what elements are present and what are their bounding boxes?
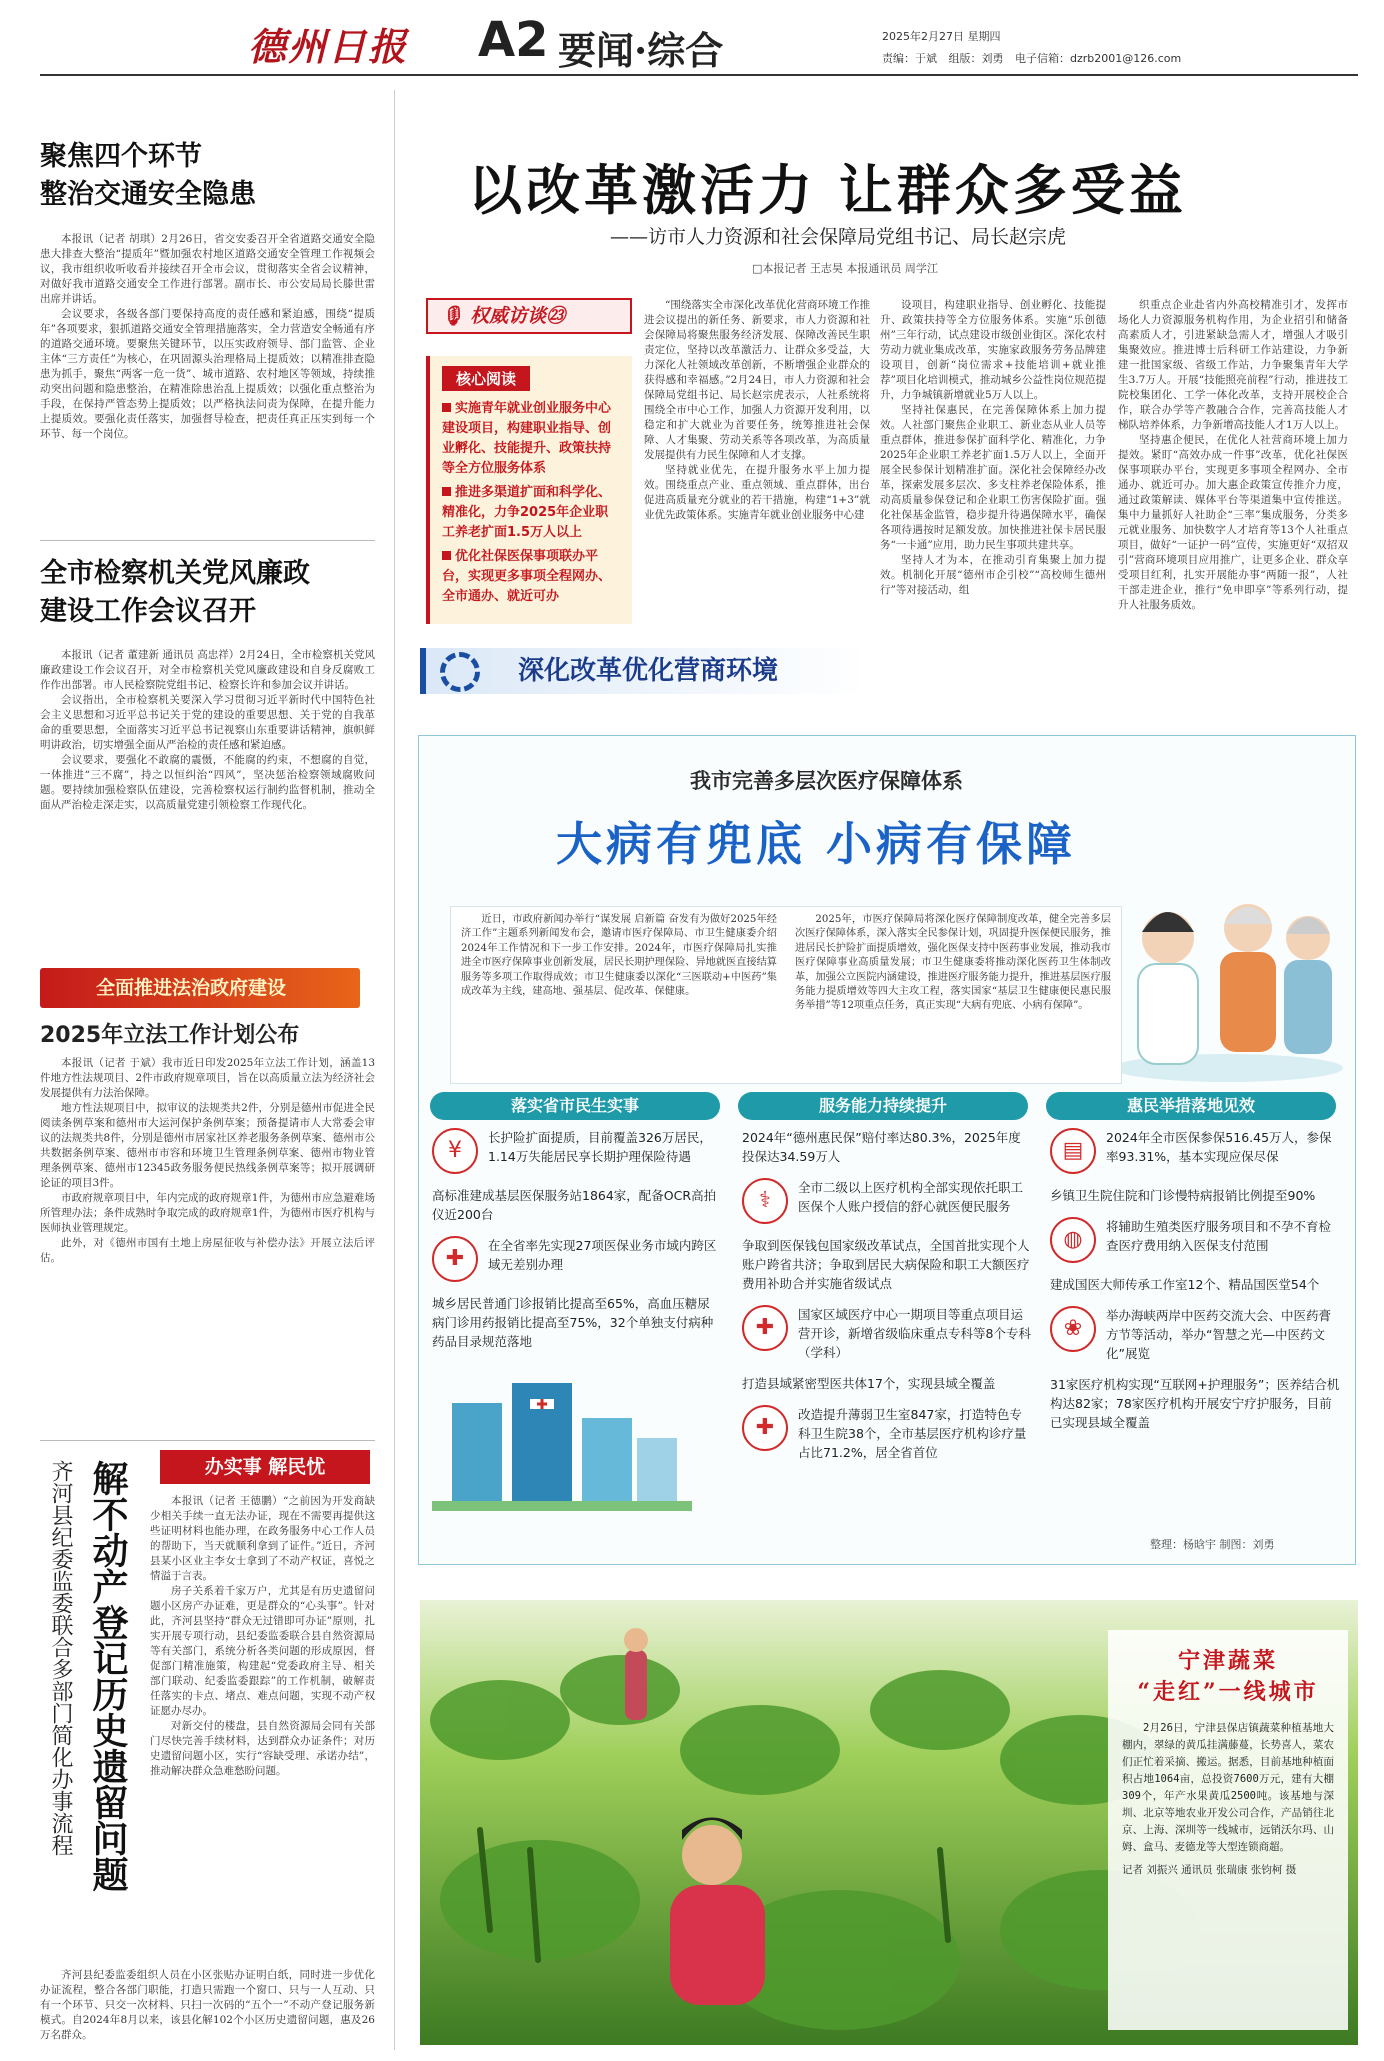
masthead-logo: 德州日报 bbox=[248, 24, 409, 69]
photo-subtitle: “走红”一线城市 bbox=[1137, 1679, 1319, 1705]
list-item bbox=[742, 1374, 1032, 1393]
list-item-text: 高标准建成基层医保服务站1864家，配备OCR高拍仪近200台 bbox=[432, 1188, 717, 1222]
editor: 责编：于斌 组版：刘勇 bbox=[882, 52, 1004, 65]
medical-column-3 bbox=[1050, 1128, 1340, 1444]
pills-icon: ◍ bbox=[1050, 1217, 1096, 1263]
divider bbox=[40, 540, 375, 541]
list-item-text: 城乡居民普通门诊报销比提高至65%，高血压糖尿病门诊用药报销比提高至75%，32个单独支付病种药品目录规范落地 bbox=[432, 1296, 714, 1349]
bullet-icon bbox=[442, 403, 451, 412]
page-number: A2 bbox=[478, 12, 549, 68]
paragraph: 本报讯（记者 王德鹏）“之前因为开发商缺少相关手续一直无法办证，现在不需要再提供这些证明材料也能办理，在政务服务中心工作人员的帮助下，当天就顺利拿到了证件。”近日，齐河县某小区业主李女士拿到了不动产权证，喜悦之情溢于言表。 bbox=[150, 1495, 375, 1582]
paragraph: 对新交付的楼盘，县自然资源局会同有关部门尽快完善手续材料，达到群众办证条件；对历史遗留问题小区，实行“容缺受理、承诺办结”，推动解决群众急难愁盼问题。 bbox=[150, 1720, 375, 1777]
bullet-icon bbox=[442, 551, 451, 560]
paragraph: 地方性法规项目中，拟审议的法规类共2件，分别是德州市促进全民阅读条例草案和德州市大运河保护条例草案；预备提请市人大常委会审议的法规类共8件，分别是德州市居家社区养老服务条例草案、德州市公共数据条例草案、德州市市容和环境卫生管理条例草案、德州市物业管理条例草案、德州市12345政务服务便民热线条例草案等；拟开展调研论证的项目3件。 bbox=[40, 1102, 375, 1189]
banner-law: 全面推进法治政府建设 bbox=[40, 968, 360, 1008]
paragraph: 会议要求，各级各部门要保持高度的责任感和紧迫感，围绕“提质年”各项要求，狠抓道路交通安全管理措施落实，全力营造安全畅通有序的道路交通环境。要聚焦关键环节，以压实政府领导、部门监管、企业主体“三方责任”为核心，在巩固源头治理格局上提质效；以精准排查隐患为抓手，聚焦“两客一危一货”、城市道路、农村地区等领域，持续推动突出问题和隐患整治，在精准除患治乱上提质效；以强化重点整治为手段，在保持严管态势上提质效；以严格执法问责为保障，在提升能力上提质效。要强化责任落实，加强督导检查，把责任真正压实到每一个环节、每一个岗位。 bbox=[40, 308, 375, 440]
article1-body bbox=[40, 232, 375, 442]
paragraph: 坚持惠企便民，在优化人社营商环境上加力提效。紧盯“高效办成一件事”改革，优化社保医保事项联办平台，实现更多事项全程网办、全市通办、就近可办。加大惠企政策宣传推介力度，通过政策解读、媒体平台等渠道集中宣传推送。集中力量抓好人社助企“三率”集成服务，分类多元就业服务、加快数字人才培育等13个人社重点项目，做好“一证护一码”宣传，实施更好“双招双引”营商环境项目应用推广，让更多企业、群众享受项目红利，扎实开展能办事“两随一报”，人社干部走进企业，推行“免申即享”等系列行动，提升人社服务质效。 bbox=[1118, 434, 1348, 611]
gear-icon bbox=[440, 652, 480, 692]
list-item-text: 建成国医大师传承工作室12个、精品国医堂54个 bbox=[1050, 1277, 1320, 1292]
article1-title: 聚焦四个环节 整治交通安全隐患 bbox=[40, 141, 256, 210]
interview-badge bbox=[426, 298, 632, 334]
medical-credit: 整理：杨晗宇 制图：刘勇 bbox=[1150, 1538, 1275, 1551]
paragraph: 会议指出，全市检察机关要深入学习贯彻习近平新时代中国特色社会主义思想和习近平总书记关于党的建设的重要思想、关于党的自我革命的重要思想，全面落实习近平总书记视察山东重要讲话精神，旗帜鲜明讲政治，切实增强全面从严治检的责任感和紧迫感。 bbox=[40, 694, 375, 751]
list-item bbox=[742, 1405, 1032, 1462]
list-item-text: 2024年全市医保参保516.45万人，参保率93.31%，基本实现应保尽保 bbox=[1106, 1130, 1332, 1164]
paragraph: 坚持社保惠民，在完善保障体系上加力提效。人社部门聚焦企业职工、新业态从业人员等重点群体，推进参保扩面科学化、精准化，力争2025年企业职工养老扩面1.5万人以上，全面开展全民参保计划精准扩面。深化社会保障经办改革，探索发展多层次、多支柱养老保险体系，推动高质量参保登记和企业职工伤害保险扩面。强化社保基金监管，稳步提升待遇保障水平，确保各项待遇按时足额发放。加快推进社保卡居民服务“一卡通”应用，助力民生事项共建共享。 bbox=[880, 404, 1106, 551]
list-item bbox=[1050, 1128, 1340, 1174]
paragraph: 设项目，构建职业指导、创业孵化、技能提升、政策扶持等全方位服务体系。实施“乐创德州”三年行动，试点建设市级创业街区。深化农村劳动力就业集成改革，实施家政服务劳务品牌建设项目，创新“岗位需求+技能培训+就业推荐”项目化培训模式，推动城乡公益性岗位规范提升，力争城镇新增就业5万人以上。 bbox=[880, 299, 1106, 401]
bullet-icon bbox=[442, 487, 451, 496]
list-item-text: 将辅助生殖类医疗服务项目和不孕不育检查医疗费用纳入医保支付范围 bbox=[1106, 1219, 1332, 1253]
list-item-text: 改造提升薄弱卫生室847家，打造特色专科卫生院38个，全市基层医疗机构诊疗量占比71.2%，居全省首位 bbox=[798, 1407, 1027, 1460]
key-reading-box bbox=[426, 356, 632, 624]
paragraph: 市政府规章项目中，年内完成的政府规章1件，为德州市应急避难场所管理办法；条件成熟时争取完成的政府规章1件，为德州市医疗机构与医师执业管理规定。 bbox=[40, 1192, 375, 1234]
paragraph: 齐河县纪委监委组织人员在小区张贴办证明白纸，同时进一步优化办证流程，整合各部门职能，打造只需跑一个窗口、只与一人互动、只有一个环节、只交一次材料、只扫一次码的“五个一”不动产登记服务新模式。自2024年8月以来，该县化解102个小区历史遗留问题，惠及26万名群众。 bbox=[40, 1969, 375, 2041]
clinic-icon: ✚ bbox=[742, 1405, 788, 1451]
paragraph: 会议要求，要强化不敢腐的震慑，不能腐的约束，不想腐的自觉，一体推进“三不腐”，持之以恒纠治“四风”，坚决惩治检察领域腐败问题。要持续加强检察队伍建设，完善检察权运行制约监督机制，推动全面从严治检走深走实，以高质量党建引领检察工作现代化。 bbox=[40, 754, 375, 811]
article4-vertical-title: 解不动产登记历史遗留问题 bbox=[87, 1460, 129, 1892]
email: 电子信箱：dzrb2001@126.com bbox=[1015, 52, 1182, 65]
list-item bbox=[742, 1178, 1032, 1224]
column-divider bbox=[394, 90, 395, 2050]
key-item bbox=[442, 399, 620, 479]
article3-title: 2025年立法工作计划公布 bbox=[40, 1023, 300, 1048]
list-item bbox=[1050, 1306, 1340, 1363]
list-item bbox=[1050, 1217, 1340, 1263]
list-item-text: 2024年“德州惠民保”赔付率达80.3%，2025年度投保达34.59万人 bbox=[742, 1130, 1021, 1164]
photo-title: 宁津蔬菜 bbox=[1177, 1648, 1278, 1674]
photo-credit: 记者 刘振兴 通讯员 张瑞康 张钧柯 摄 bbox=[1122, 1864, 1297, 1876]
interview-column-1 bbox=[644, 298, 870, 523]
key-item bbox=[442, 547, 620, 607]
list-item bbox=[1050, 1275, 1340, 1294]
list-item-text: 全市二级以上医疗机构全部实现依托职工医保个人账户授信的舒心就医便民服务 bbox=[798, 1180, 1024, 1214]
masthead-divider bbox=[40, 74, 1358, 76]
photo-caption: 2月26日，宁津县保店镇蔬菜种植基地大棚内，翠绿的黄瓜挂满藤蔓，长势喜人，菜农们正忙着采摘、搬运。据悉，目前基地种植面积占地1064亩，总投资7600万元，建有大棚309个，年产水果黄瓜2500吨。该基地与深圳、北京等地农业开发公司合作，产品销往北京、上海、深圳等一线城市，远销沃尔玛、山姆、盒马、麦德龙等大型连锁商超。 bbox=[1122, 1722, 1334, 1853]
list-item bbox=[742, 1128, 1032, 1166]
paragraph: 2025年，市医疗保障局将深化医疗保障制度改革，健全完善多层次医疗保障体系，深入落实全民参保计划，巩固提升医保便民服务，推进居民长护险扩面提质增效，强化医保支持中医药事业发展，推动我市医疗保障事业高质量发展；市卫生健康委将推动深化医药卫生体制改革，加强公立医院内涵建设，推进医疗服务能力提升，推进基层医疗服务能力提质增效等四大主攻工程，落实国家“基层卫生健康便民惠民服务举措”等12项重点任务，真正实现“大病有兜底、小病有保障”。 bbox=[795, 914, 1111, 1012]
list-item-text: 乡镇卫生院住院和门诊慢特病报销比例提至90% bbox=[1050, 1188, 1316, 1203]
list-item-text: 31家医疗机构实现“互联网+护理服务”；医养结合机构达82家；78家医疗机构开展安宁疗护服务，目前已实现县域全覆盖 bbox=[1050, 1377, 1340, 1430]
medical-column-1 bbox=[432, 1128, 722, 1517]
headline: 以改革激活力 让群众多受益 bbox=[468, 159, 1187, 222]
interview-column-3 bbox=[1118, 298, 1348, 613]
key-item bbox=[442, 483, 620, 543]
medical-column-2 bbox=[742, 1128, 1032, 1474]
subheadline: ——访市人力资源和社会保障局党组书记、局长赵宗虎 bbox=[610, 226, 1067, 248]
list-item-text: 争取到医保钱包国家级改革试点，全国首批实现个人账户跨省共济；争取到居民大病保险和职工大额医疗费用补助合并实施省级试点 bbox=[742, 1238, 1030, 1291]
paragraph: 此外，对《德州市国有土地上房屋征收与补偿办法》开展立法后评估。 bbox=[40, 1237, 375, 1264]
key-reading-title: 核心阅读 bbox=[442, 366, 530, 391]
paragraph: 近日，市政府新闻办举行“谋发展 启新篇 奋发有为做好2025年经济工作”主题系列新闻发布会，邀请市医疗保障局、市卫生健康委介绍2024年工作情况和下一步工作安排。2024年，市医疗保障局扎实推进全市医疗保障事业创新发展，居民长期护理保险、异地就医直接结算服务等多项工作取得成效；市卫生健康委以深化“三医联动+中医药”集成改革为主线，建高地、强基层、促改革、保健康。 bbox=[461, 914, 777, 998]
list-item-text: 举办海峡两岸中医药交流大会、中医药膏方节等活动，举办“智慧之光—中医药文化”展览 bbox=[1106, 1308, 1332, 1361]
list-item-text: 打造县域紧密型医共体17个，实现县域全覆盖 bbox=[742, 1376, 996, 1391]
paragraph: 本报讯（记者 胡琪）2月26日，省交安委召开全省道路交通安全隐患大排查大整治“提质年”暨加强农村地区道路交通安全管理工作视频会议，我市组织收听收看并接续召开全市会议，贯彻落实全省会议精神，对做好我市道路交通安全工作进行部署。副市长、市公安局局长滕世雷出席并讲话。 bbox=[40, 233, 375, 305]
microphone-icon: 🎙 bbox=[440, 305, 465, 327]
paragraph: 本报讯（记者 董建新 通讯员 高忠祥）2月24日，全市检察机关党风廉政建设工作会议召开，对全市检察机关党风廉政建设和自身反腐败工作作出部署。市人民检察院党组书记、检察长许和参加会议并讲话。 bbox=[40, 649, 375, 691]
divider bbox=[40, 1440, 375, 1441]
article4-vertical-subtitle: 齐河县纪委监委联合多部门简化办事流程 bbox=[48, 1460, 73, 1856]
herb-icon: ❀ bbox=[1050, 1306, 1096, 1352]
paragraph: 织重点企业赴省内外高校精准引才，发挥市场化人力资源服务机构作用，为企业招引和储备高素质人才，引进紧缺急需人才，增强人才吸引集聚效应。推进博士后科研工作站建设，力争新建一批国家级、省级工作站，力争聚集青年大学生3.7万人。开展“技能照亮前程”行动，推进技工院校集团化、工学一体化改革，支持开展校企合作，联合办学等产教融合合作，完善高技能人才梯队培养体系，力争新增高技能人才1万人以上。 bbox=[1118, 299, 1348, 431]
page-section: 要闻·综合 bbox=[558, 28, 724, 73]
paragraph: 坚持人才为本，在推动引育集聚上加力提效。机制化开展“德州市企引校”“高校师生德州行”等对接活动，组 bbox=[880, 554, 1106, 596]
list-item bbox=[1050, 1375, 1340, 1432]
masthead-meta bbox=[882, 50, 1181, 66]
list-item bbox=[742, 1305, 1032, 1362]
paragraph: 本报讯（记者 于斌）我市近日印发2025年立法工作计划，涵盖13件地方性法规项目、2件市政府规章项目，旨在以高质量立法为经济社会发展提供有力法治保障。 bbox=[40, 1057, 375, 1099]
paragraph: “围绕落实全市深化改革优化营商环境工作推进会议提出的新任务、新要求，市人力资源和社会保障局将聚焦服务经济发展、保障改善民生职责定位，坚持以改革激活力、让群众多受益，大力深化人社领域改革创新，不断增强企业群众的获得感和幸福感。”2月24日，市人力资源和社会保障局党组书记、局长赵宗虎表示，人社系统将围绕全市中心工作，加强人力资源开发利用，以稳定和扩大就业为首要任务，统筹推进社会保障、人才集聚、劳动关系等各项改革，为高质量发展提供有力民生保障和人才支撑。 bbox=[644, 299, 870, 461]
list-item-text: 在全省率先实现27项医保业务市域内跨区域无差别办理 bbox=[488, 1238, 717, 1272]
byline: □本报记者 王志昊 本报通讯员 周学江 bbox=[752, 262, 938, 275]
key-item-text: 优化社保医保事项联办平台，实现更多事项全程网办、全市通办、就近可办 bbox=[442, 549, 612, 604]
section-head-service: 服务能力持续提升 bbox=[738, 1092, 1028, 1120]
interview-badge-label: 权威访谈㉓ bbox=[470, 305, 566, 327]
medical-intro bbox=[450, 906, 1122, 1084]
list-item bbox=[1050, 1186, 1340, 1205]
paragraph: 坚持就业优先，在提升服务水平上加力提效。围绕重点产业、重点领域、重点群体，出台促进高质量充分就业的若干措施，构建“1+3”就业优先政策体系。实施青年就业创业服务中心建 bbox=[644, 464, 870, 521]
list-item bbox=[432, 1128, 722, 1174]
list-item-text: 长护险扩面提质，目前覆盖326万居民，1.14万失能居民享长期护理保险待遇 bbox=[488, 1130, 712, 1164]
section-head-benefits: 惠民举措落地见效 bbox=[1046, 1092, 1336, 1120]
photo-caption-box bbox=[1108, 1630, 1348, 2030]
hospital-icon: ✚ bbox=[432, 1236, 478, 1282]
article2-body bbox=[40, 648, 375, 813]
hand-money-icon: ¥ bbox=[432, 1128, 478, 1174]
first-aid-icon: ✚ bbox=[742, 1305, 788, 1351]
masthead-date: 2025年2月27日 星期四 bbox=[882, 30, 1001, 43]
interview-column-2 bbox=[880, 298, 1106, 598]
list-item bbox=[432, 1294, 722, 1351]
article4-body-continued bbox=[40, 1968, 375, 2043]
article3-body bbox=[40, 1056, 375, 1266]
banner-do-things: 办实事 解民忧 bbox=[160, 1450, 370, 1484]
medical-title: 大病有兜底 小病有保障 bbox=[556, 817, 1077, 871]
key-item-text: 推进多渠道扩面和科学化、精准化，力争2025年企业职工养老扩面1.5万人以上 bbox=[442, 485, 612, 540]
key-item-text: 实施青年就业创业服务中心建设项目，构建职业指导、创业孵化、技能提升、政策扶持等全方位服务体系 bbox=[442, 401, 612, 476]
paragraph: 房子关系着千家万户，尤其是有历史遗留问题小区房产办证难，更是群众的“心头事”。针对此，齐河县坚持“群众无过错即可办证”原则，扎实开展专项行动，县纪委监委联合县自然资源局等有关部门，系统分析各类问题的形成原因，督促部门精准施策，构建起“党委政府主导、相关部门联动、纪委监委跟踪”的工作机制，破解责任落实的卡点、堵点、难点问题，实现不动产权证愿办尽办。 bbox=[150, 1585, 375, 1717]
section-head-livelihood: 落实省市民生实事 bbox=[430, 1092, 720, 1120]
doctor-icon: ⚕ bbox=[742, 1178, 788, 1224]
list-item-text: 国家区域医疗中心一期项目等重点项目运营开诊，新增省级临床重点专科等8个专科（学科） bbox=[798, 1307, 1031, 1360]
list-item bbox=[742, 1236, 1032, 1293]
article4-body bbox=[150, 1494, 375, 1779]
list-item bbox=[432, 1186, 722, 1224]
article2-title: 全市检察机关党风廉政 建设工作会议召开 bbox=[40, 558, 310, 627]
medical-kicker: 我市完善多层次医疗保障体系 bbox=[690, 769, 963, 793]
banner-business-environment: 深化改革优化营商环境 bbox=[420, 648, 868, 694]
family-illustration bbox=[1108, 868, 1348, 1088]
list-item bbox=[432, 1236, 722, 1282]
medical-card-icon: ▤ bbox=[1050, 1128, 1096, 1174]
city-illustration bbox=[432, 1363, 692, 1513]
